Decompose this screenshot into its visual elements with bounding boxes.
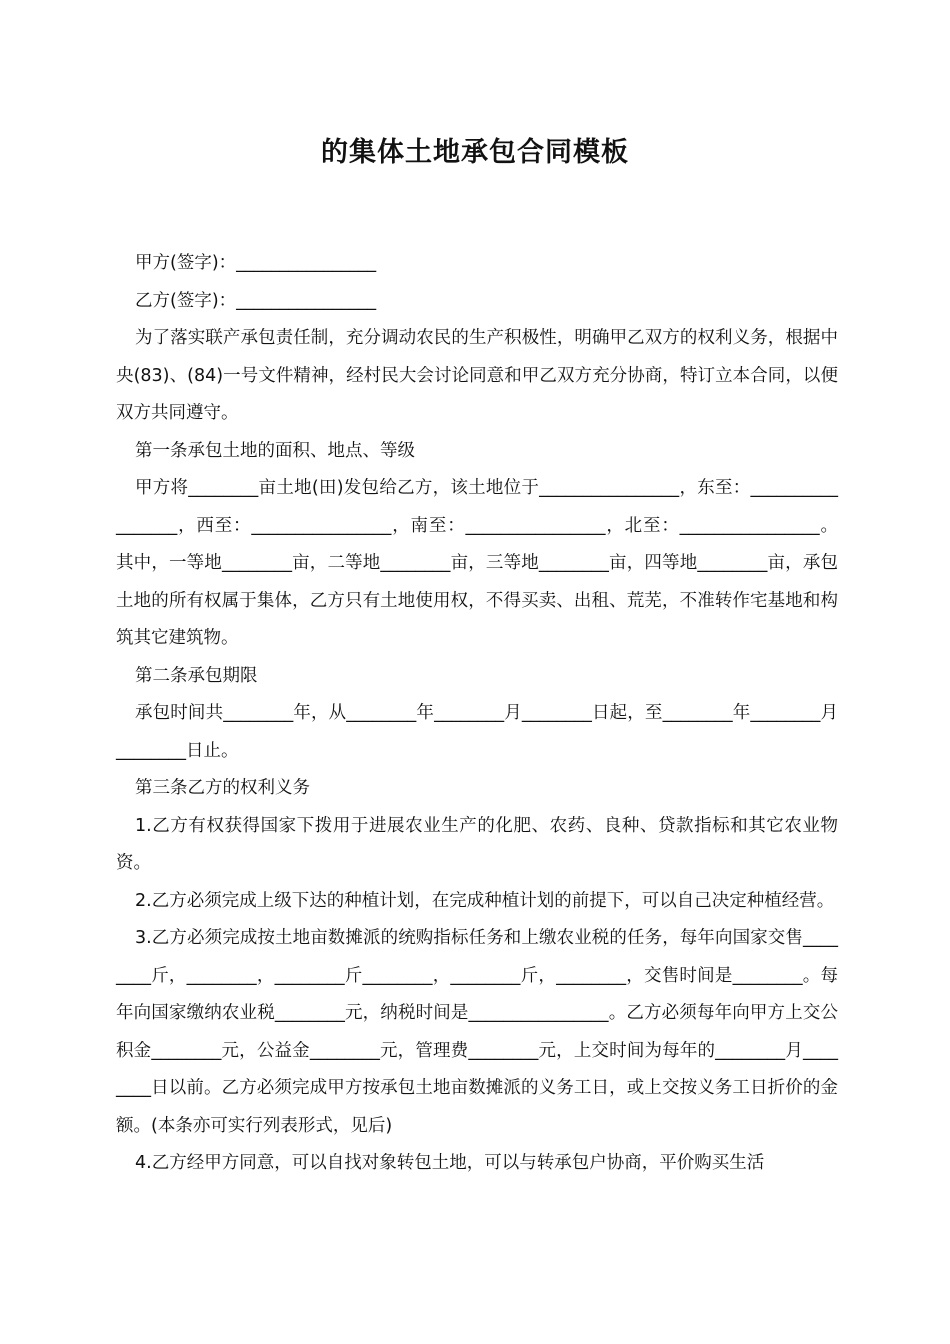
article-3-item-2: 2.乙方必须完成上级下达的种植计划，在完成种植计划的前提下，可以自己决定种植经营。	[135, 890, 835, 911]
article-2-heading: 第二条承包期限	[135, 665, 258, 686]
article-2-body: 承包时间共________年，从________年________月________日起，至________年________月________日止。	[116, 703, 838, 761]
article-1-body: 甲方将________亩土地(田)发包给乙方，该土地位于________________，东至：_________________，西至：________________，南至：________________，北至：________________。其中，一等地________亩，二等地________亩，三等地________亩，四等地________亩，承包土地的所有权属于集体，乙方只有土地使用权，不得买卖、出租、荒芜，不准转作宅基地和构筑其它建筑物。	[116, 478, 838, 648]
article-3-item-3: 3.乙方必须完成按土地亩数摊派的统购指标任务和上缴农业税的任务，每年向国家交售________斤，________，________斤________，________斤，________，交售时间是________。每年向国家缴纳农业税________元，纳税时间是________________。乙方必须每年向甲方上交公积金________元，公益金________元，管理费________元，上交时间为每年的________月________日以前。乙方必须完成甲方按承包土地亩数摊派的义务工日，或上交按义务工日折价的金额。(本条亦可实行列表形式，见后)	[116, 928, 838, 1136]
party-b-signature-line: 乙方(签字)：________________	[135, 290, 377, 311]
article-3-item-1: 1.乙方有权获得国家下拨用于进展农业生产的化肥、农药、良种、贷款指标和其它农业物资。	[116, 815, 838, 873]
article-1-heading: 第一条承包土地的面积、地点、等级	[135, 440, 415, 461]
preamble-paragraph: 为了落实联产承包责任制，充分调动农民的生产积极性，明确甲乙双方的权利义务，根据中央(83)、(84)一号文件精神，经村民大会讨论同意和甲乙双方充分协商，特订立本合同，以便双方共同遵守。	[116, 328, 838, 423]
document-body	[116, 245, 838, 1183]
article-3-item-4: 4.乙方经甲方同意，可以自找对象转包土地，可以与转承包户协商，平价购买生活	[135, 1153, 765, 1173]
document-title: 的集体土地承包合同模板	[321, 137, 629, 168]
article-3-heading: 第三条乙方的权利义务	[135, 778, 310, 798]
party-a-signature-line: 甲方(签字)：________________	[135, 253, 377, 273]
